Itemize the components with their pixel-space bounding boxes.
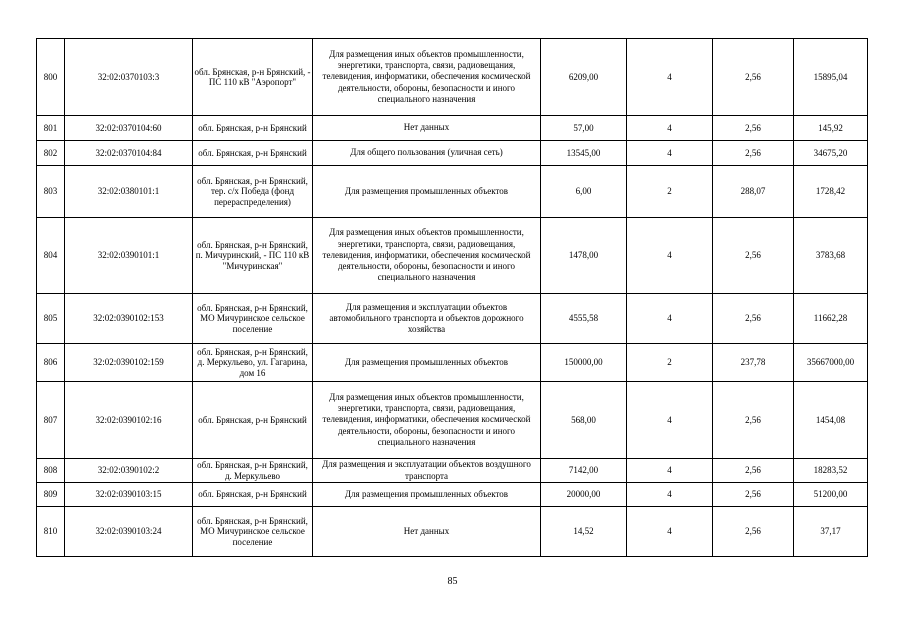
table-row — [37, 39, 868, 116]
cadastral-number-cell: 32:02:0380101:1 — [65, 166, 193, 218]
rate-cell: 2,56 — [713, 294, 794, 344]
permitted-use-cell: Для размещения иных объектов промышленности, энергетики, транспорта, связи, радиовещания, телевидения, информатики, обеспечения космической деятельности, обороны, безопасности и иного специального назначения — [313, 382, 541, 459]
cadastral-number-cell: 32:02:0390102:2 — [65, 459, 193, 483]
amount-cell: 51200,00 — [794, 483, 868, 507]
permitted-use-cell: Для размещения промышленных объектов — [313, 166, 541, 218]
area-cell: 13545,00 — [541, 141, 627, 166]
area-cell: 568,00 — [541, 382, 627, 459]
amount-cell: 11662,28 — [794, 294, 868, 344]
category-cell: 4 — [627, 218, 713, 294]
amount-cell: 1454,08 — [794, 382, 868, 459]
category-cell: 4 — [627, 116, 713, 141]
row-number-cell: 806 — [37, 344, 65, 382]
rate-cell: 2,56 — [713, 141, 794, 166]
amount-cell: 18283,52 — [794, 459, 868, 483]
address-cell: обл. Брянская, р-н Брянский — [193, 382, 313, 459]
address-cell: обл. Брянская, р-н Брянский — [193, 116, 313, 141]
row-number-cell: 807 — [37, 382, 65, 459]
rate-cell: 2,56 — [713, 39, 794, 116]
address-cell: обл. Брянская, р-н Брянский, п. Мичуринский, - ПС 110 кВ "Мичуринская" — [193, 218, 313, 294]
amount-cell: 1728,42 — [794, 166, 868, 218]
area-cell: 20000,00 — [541, 483, 627, 507]
address-cell: обл. Брянская, р-н Брянский, тер. с/х Победа (фонд перераспределения) — [193, 166, 313, 218]
table-row — [37, 218, 868, 294]
rate-cell: 2,56 — [713, 507, 794, 557]
category-cell: 4 — [627, 382, 713, 459]
table-row — [37, 166, 868, 218]
category-cell: 4 — [627, 39, 713, 116]
amount-cell: 3783,68 — [794, 218, 868, 294]
category-cell: 2 — [627, 344, 713, 382]
category-cell: 4 — [627, 459, 713, 483]
area-cell: 7142,00 — [541, 459, 627, 483]
row-number-cell: 801 — [37, 116, 65, 141]
area-cell: 4555,58 — [541, 294, 627, 344]
cadastral-number-cell: 32:02:0370104:60 — [65, 116, 193, 141]
rate-cell: 288,07 — [713, 166, 794, 218]
category-cell: 4 — [627, 483, 713, 507]
permitted-use-cell: Для размещения иных объектов промышленности, энергетики, транспорта, связи, радиовещания, телевидения, информатики, обеспечения космической деятельности, обороны, безопасности и иного специального назначения — [313, 39, 541, 116]
area-cell: 150000,00 — [541, 344, 627, 382]
category-cell: 4 — [627, 141, 713, 166]
area-cell: 1478,00 — [541, 218, 627, 294]
rate-cell: 2,56 — [713, 483, 794, 507]
cadastral-number-cell: 32:02:0390101:1 — [65, 218, 193, 294]
table-row — [37, 483, 868, 507]
permitted-use-cell: Для размещения и эксплуатации объектов воздушного транспорта — [313, 459, 541, 483]
table-row — [37, 507, 868, 557]
cadastral-number-cell: 32:02:0390102:16 — [65, 382, 193, 459]
permitted-use-cell: Для общего пользования (уличная сеть) — [313, 141, 541, 166]
row-number-cell: 802 — [37, 141, 65, 166]
permitted-use-cell: Нет данных — [313, 116, 541, 141]
category-cell: 4 — [627, 294, 713, 344]
permitted-use-cell: Нет данных — [313, 507, 541, 557]
address-cell: обл. Брянская, р-н Брянский, д. Меркульево — [193, 459, 313, 483]
table-row — [37, 116, 868, 141]
row-number-cell: 800 — [37, 39, 65, 116]
address-cell: обл. Брянская, р-н Брянский — [193, 483, 313, 507]
table-row — [37, 344, 868, 382]
table-row — [37, 382, 868, 459]
rate-cell: 2,56 — [713, 459, 794, 483]
cadastral-number-cell: 32:02:0370104:84 — [65, 141, 193, 166]
rate-cell: 2,56 — [713, 116, 794, 141]
category-cell: 2 — [627, 166, 713, 218]
table-row — [37, 459, 868, 483]
cadastral-number-cell: 32:02:0390103:15 — [65, 483, 193, 507]
cadastral-number-cell: 32:02:0390102:159 — [65, 344, 193, 382]
address-cell: обл. Брянская, р-н Брянский — [193, 141, 313, 166]
amount-cell: 15895,04 — [794, 39, 868, 116]
row-number-cell: 808 — [37, 459, 65, 483]
amount-cell: 34675,20 — [794, 141, 868, 166]
area-cell: 14,52 — [541, 507, 627, 557]
area-cell: 6,00 — [541, 166, 627, 218]
rate-cell: 2,56 — [713, 382, 794, 459]
permitted-use-cell: Для размещения иных объектов промышленности, энергетики, транспорта, связи, радиовещания, телевидения, информатики, обеспечения космической деятельности, обороны, безопасности и иного специального назначения — [313, 218, 541, 294]
permitted-use-cell: Для размещения промышленных объектов — [313, 483, 541, 507]
row-number-cell: 804 — [37, 218, 65, 294]
address-cell: обл. Брянская, р-н Брянский, - ПС 110 кВ "Аэропорт" — [193, 39, 313, 116]
page-number: 85 — [447, 576, 458, 587]
permitted-use-cell: Для размещения промышленных объектов — [313, 344, 541, 382]
cadastral-number-cell: 32:02:0370103:3 — [65, 39, 193, 116]
table-row — [37, 294, 868, 344]
table-body — [37, 39, 868, 557]
category-cell: 4 — [627, 507, 713, 557]
amount-cell: 37,17 — [794, 507, 868, 557]
cadastral-number-cell: 32:02:0390103:24 — [65, 507, 193, 557]
area-cell: 6209,00 — [541, 39, 627, 116]
table-row — [37, 141, 868, 166]
rate-cell: 2,56 — [713, 218, 794, 294]
row-number-cell: 810 — [37, 507, 65, 557]
area-cell: 57,00 — [541, 116, 627, 141]
address-cell: обл. Брянская, р-н Брянский, д. Меркульево, ул. Гагарина, дом 16 — [193, 344, 313, 382]
address-cell: обл. Брянская, р-н Брянский, МО Мичуринское сельское поселение — [193, 507, 313, 557]
amount-cell: 145,92 — [794, 116, 868, 141]
row-number-cell: 809 — [37, 483, 65, 507]
rate-cell: 237,78 — [713, 344, 794, 382]
cadastral-number-cell: 32:02:0390102:153 — [65, 294, 193, 344]
row-number-cell: 803 — [37, 166, 65, 218]
permitted-use-cell: Для размещения и эксплуатации объектов автомобильного транспорта и объектов дорожного хозяйства — [313, 294, 541, 344]
land-plots-table — [36, 38, 868, 557]
amount-cell: 35667000,00 — [794, 344, 868, 382]
row-number-cell: 805 — [37, 294, 65, 344]
address-cell: обл. Брянская, р-н Брянский, МО Мичуринское сельское поселение — [193, 294, 313, 344]
